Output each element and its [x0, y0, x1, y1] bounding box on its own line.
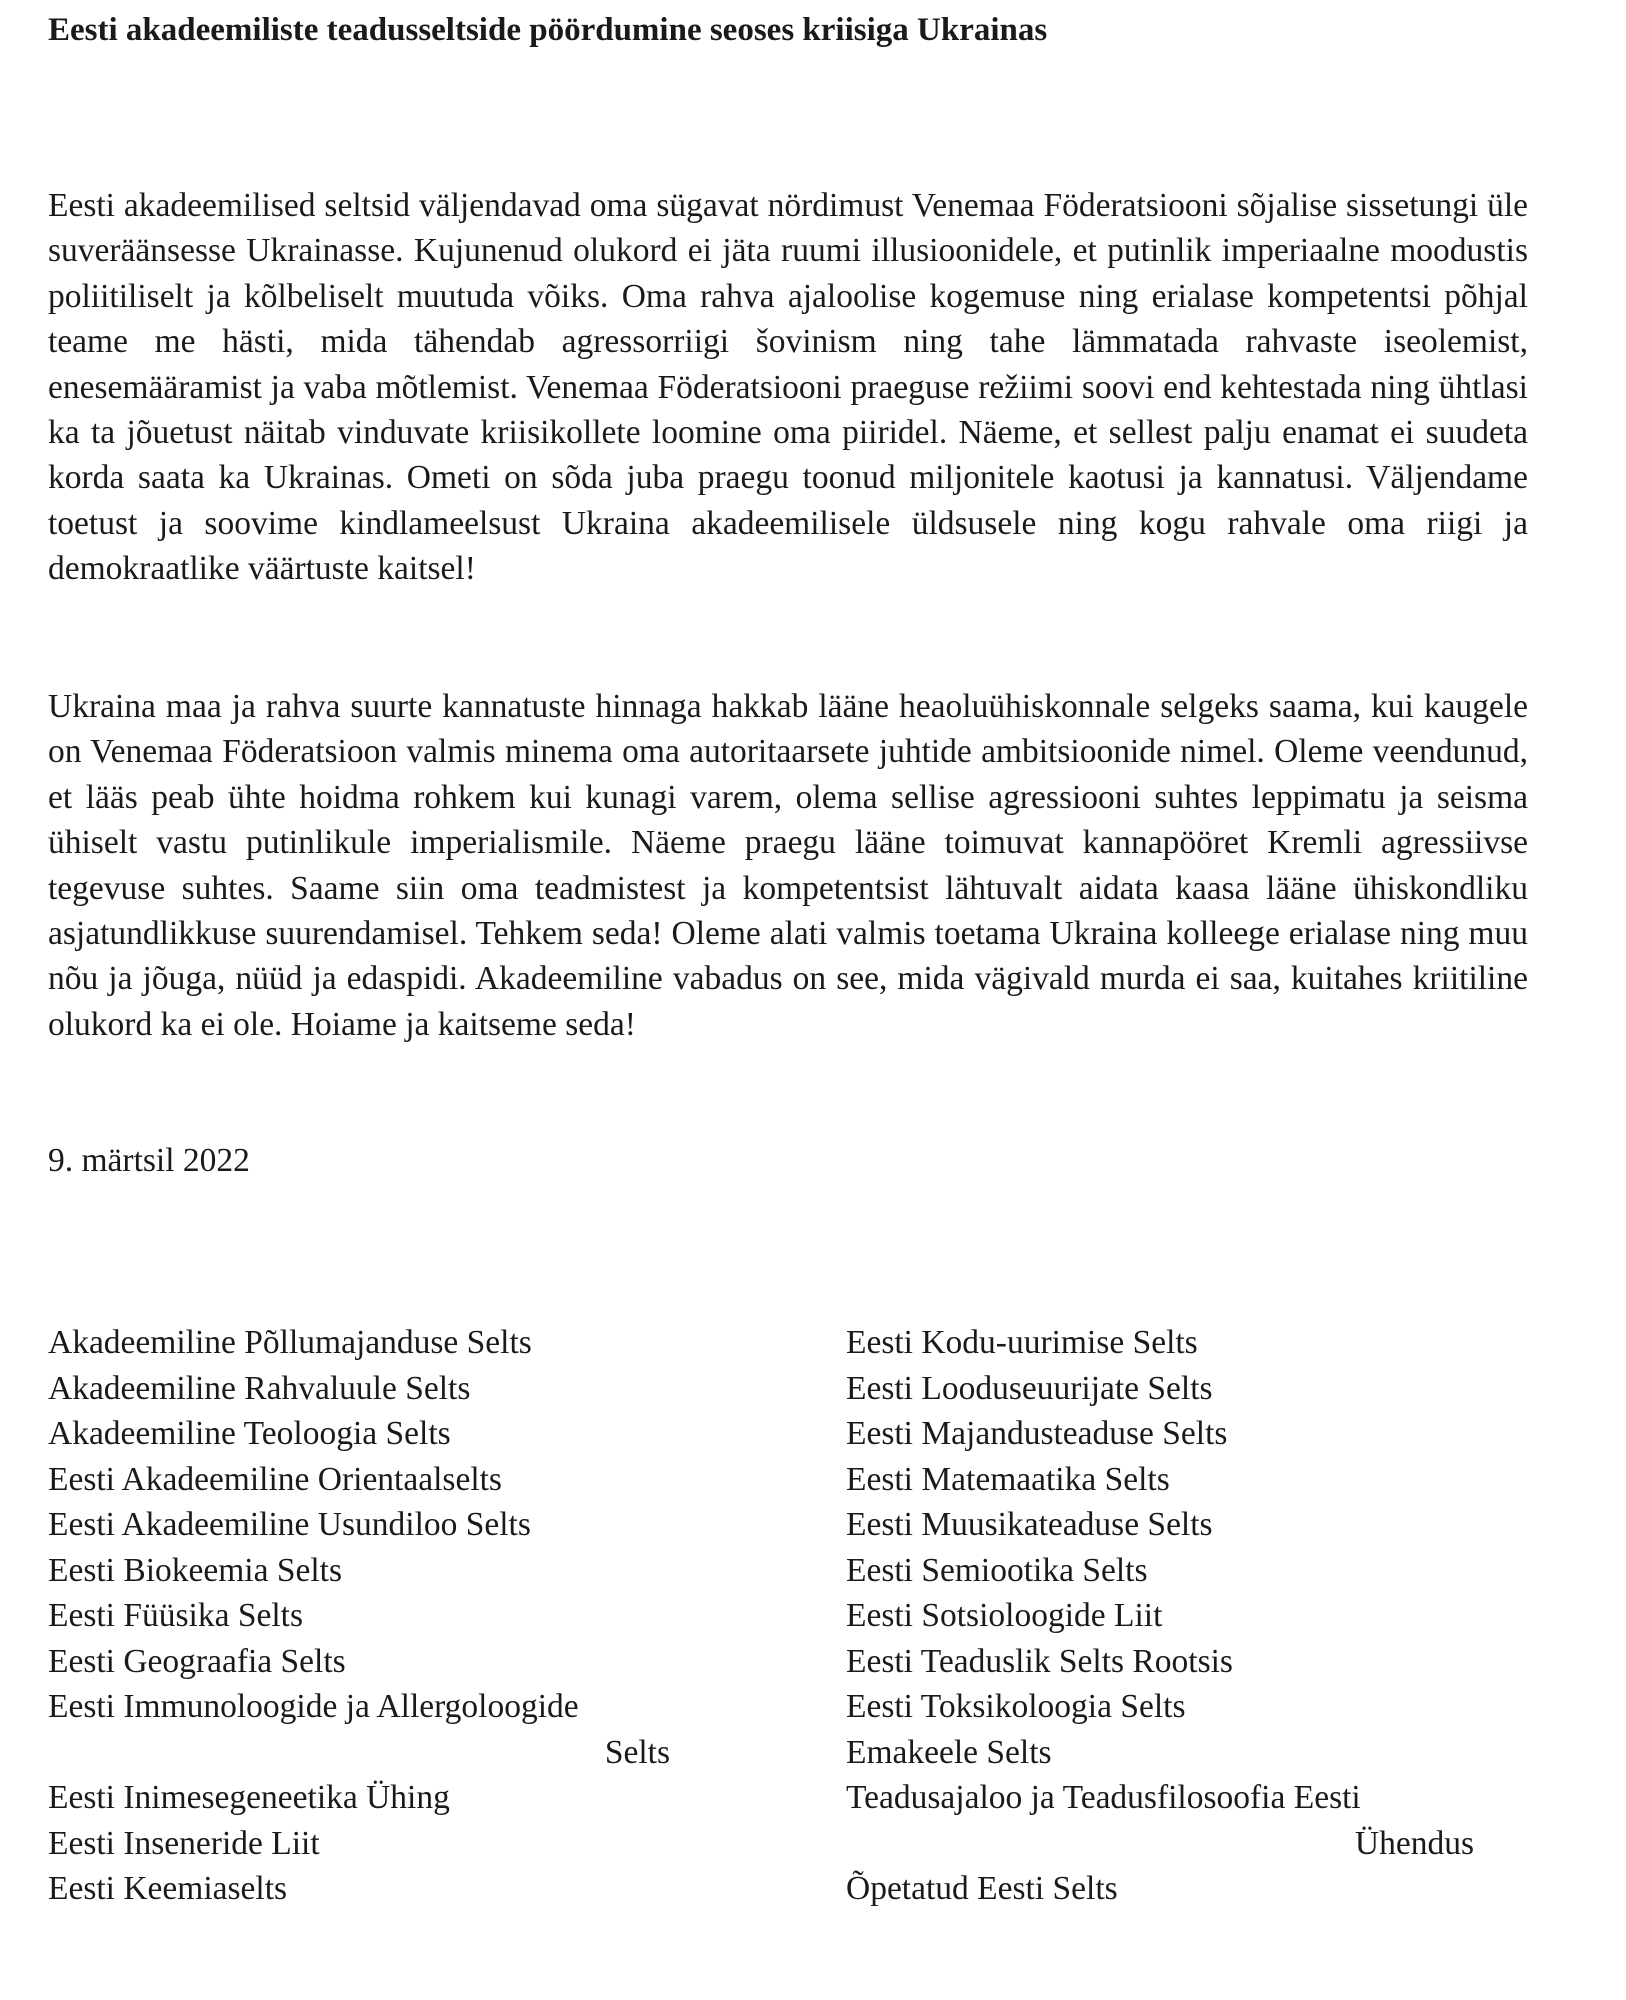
signatory-item: Eesti Füüsika Selts	[48, 1597, 303, 1634]
signatory-item: Eesti Inseneride Liit	[48, 1824, 320, 1862]
signatory-item: Eesti Sotsioloogide Liit	[846, 1597, 1163, 1634]
signatory-item: Eesti Toksikoloogia Selts	[846, 1688, 1186, 1725]
signatory-item: Õpetatud Eesti Selts	[846, 1870, 1118, 1907]
signatory-item: Eesti Geograafia Selts	[48, 1642, 346, 1680]
document-title: Eesti akadeemiliste teadusseltside pöördumine seoses kriisiga Ukrainas	[48, 12, 1048, 48]
signatory-item: Eesti Biokeemia Selts	[48, 1551, 343, 1589]
signatory-item: Eesti Majandusteaduse Selts	[846, 1415, 1228, 1452]
signatory-item: Eesti Immunoloogide ja Allergoloogide	[48, 1688, 579, 1725]
signatory-item-continuation: Selts	[604, 1733, 670, 1771]
signatory-item: Eesti Kodu-uurimise Selts	[846, 1324, 1198, 1361]
signatories-left-column	[48, 1320, 688, 1912]
signatory-item: Akadeemiline Teoloogia Selts	[48, 1415, 451, 1452]
signatory-item: Teadusajaloo ja Teadusfilosoofia Eesti	[846, 1779, 1361, 1816]
body-paragraph-1: Eesti akadeemilised seltsid väljendavad oma sügavat nördimust Venemaa Föderatsiooni sõjalise sissetungi üle suveräänsesse Ukrainasse. Kujunenud olukord ei jäta ruumi illusioonidele, et putinlik imperiaalne moodustis poliitiliselt ja kõlbeliselt muutuda võiks. Oma rahva ajaloolise kogemuse ning erialase kompetentsi põhjal teame me hästi, mida tähendab agressorriigi šovinism ning tahe lämmatada rahvaste iseolemist, enesemääramist ja vaba mõtlemist. Venemaa Föderatsiooni praeguse režiimi soovi end kehtestada ning ühtlasi ka ta jõuetust näitab vinduvate kriisikollete loomine oma piiridel. Näeme, et sellest palju enamat ei suudeta korda saata ka Ukrainas. Ometi on sõda juba praegu toonud miljonitele kaotusi ja kannatusi. Väljendame toetust ja soovime kindlameelsust Ukraina akadeemilisele üldsusele ning kogu rahvale oma riigi ja demokraatlike väärtuste kaitsel!	[48, 187, 1528, 588]
signatory-item: Emakeele Selts	[846, 1733, 1052, 1771]
signatory-item: Eesti Inimesegeneetika Ühing	[48, 1779, 450, 1816]
signatory-item: Eesti Muusikateaduse Selts	[846, 1506, 1213, 1543]
signatory-item: Eesti Akadeemiline Usundiloo Selts	[48, 1506, 531, 1543]
signatory-item-continuation: Ühendus	[1354, 1824, 1474, 1862]
signatory-item: Eesti Keemiaselts	[48, 1870, 288, 1907]
signatory-item: Akadeemiline Põllumajanduse Selts	[48, 1324, 532, 1361]
signatories-right-column	[846, 1320, 1486, 1912]
signatory-item: Eesti Akadeemiline Orientaalselts	[48, 1460, 502, 1498]
signatory-item: Eesti Looduseuurijate Selts	[846, 1369, 1213, 1407]
document-date: 9. märtsil 2022	[48, 1142, 250, 1179]
signatory-item: Eesti Semiootika Selts	[846, 1551, 1148, 1589]
body-paragraph-2: Ukraina maa ja rahva suurte kannatuste hinnaga hakkab lääne heaoluühiskonnale selgeks saama, kui kaugele on Venemaa Föderatsioon valmis minema oma autoritaarsete juhtide ambitsioonide nimel. Oleme veendunud, et lääs peab ühte hoidma rohkem kui kunagi varem, olema sellise agressiooni suhtes leppimatu ja seisma ühiselt vastu putinlikule imperialismile. Näeme praegu lääne toimuvat kannapööret Kremli agressiivse tegevuse suhtes. Saame siin oma teadmistest ja kompetentsist lähtuvalt aidata kaasa lääne ühiskondliku asjatundlikkuse suurendamisel. Tehkem seda! Oleme alati valmis toetama Ukraina kolleege erialase ning muu nõu ja jõuga, nüüd ja edaspidi. Akadeemiline vabadus on see, mida vägivald murda ei saa, kuitahes kriitiline olukord ka ei ole. Hoiame ja kaitseme seda!	[48, 688, 1528, 1043]
signatory-item: Eesti Teaduslik Selts Rootsis	[846, 1642, 1233, 1680]
signatory-item: Akadeemiline Rahvaluule Selts	[48, 1369, 471, 1407]
signatory-item: Eesti Matemaatika Selts	[846, 1460, 1170, 1498]
